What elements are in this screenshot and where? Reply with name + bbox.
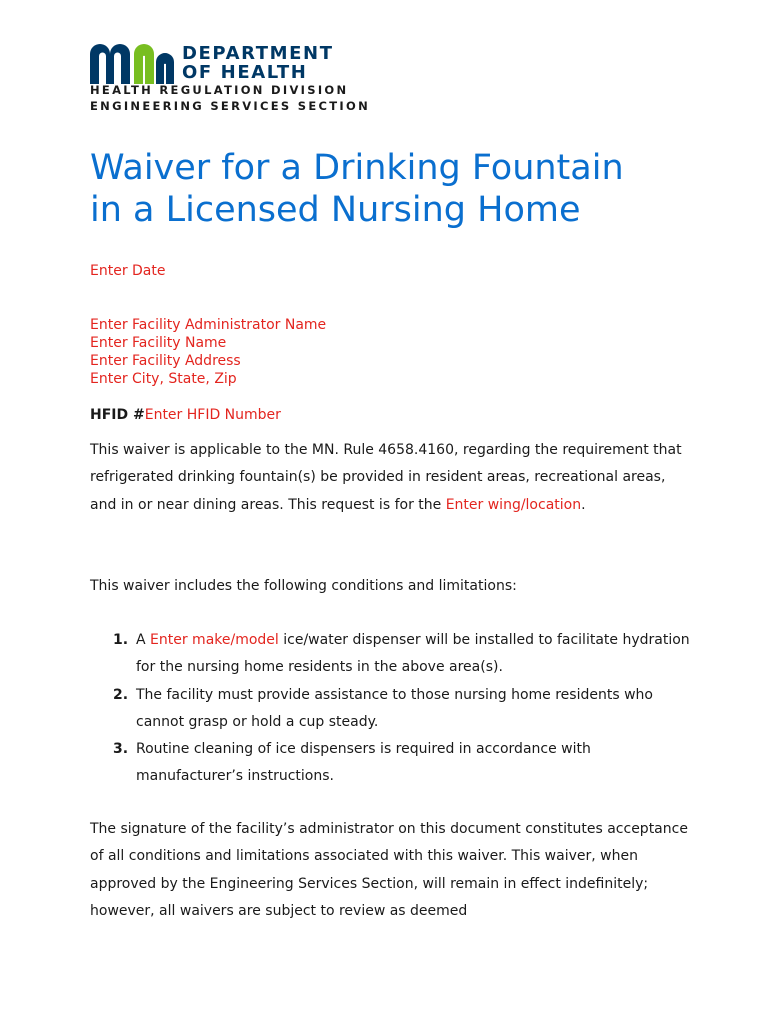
hfid-number-field[interactable]: Enter HFID Number <box>144 407 281 423</box>
document-title <box>90 147 730 231</box>
conditions-intro: This waiver includes the following conditions and limitations: <box>90 578 517 594</box>
condition-text: ice/water dispenser will be installed to facilitate hydration for the nursing home residents in the above area(s). <box>136 632 690 676</box>
list-number: 1. <box>113 632 129 648</box>
list-number: 3. <box>113 741 129 758</box>
title-line-2: in a Licensed Nursing Home <box>90 190 581 230</box>
division-line-2: ENGINEERING SERVICES SECTION <box>90 99 370 113</box>
list-item <box>90 736 690 791</box>
list-item <box>90 627 690 682</box>
logo-line-1: DEPARTMENT <box>182 43 334 64</box>
city-state-zip-field[interactable]: Enter City, State, Zip <box>90 371 237 387</box>
hfid-label: HFID # <box>90 407 145 423</box>
hfid-line <box>90 406 281 424</box>
mn-logo-icon <box>90 44 174 84</box>
title-line-1: Waiver for a Drinking Fountain <box>90 148 624 188</box>
division-line-1: HEALTH REGULATION DIVISION <box>90 83 349 97</box>
condition-text: Routine cleaning of ice dispensers is required in accordance with manufacturer’s instructions. <box>136 741 591 785</box>
date-field[interactable]: Enter Date <box>90 263 166 279</box>
condition-prefix: A <box>136 632 151 648</box>
signature-paragraph: The signature of the facility’s administrator on this document constitutes acceptance of all conditions and limitations associated with this waiver. This waiver, when approved by the Engineering Services Section, will remain in effect indefinitely; however, all waivers are subject to review as deemed <box>90 821 688 919</box>
logo-line-2: OF HEALTH <box>182 62 308 83</box>
list-number: 2. <box>113 686 129 703</box>
list-item <box>90 682 690 737</box>
conditions-list <box>90 627 690 791</box>
address-block <box>90 316 326 388</box>
applicability-text: This waiver is applicable to the MN. Rule 4658.4160, regarding the requirement that refrigerated drinking fountain(s) be provided in resident areas, recreational areas, and in or near dining areas. This request is for the <box>90 442 682 513</box>
logo-wordmark <box>182 44 334 82</box>
applicability-paragraph <box>90 437 690 519</box>
facility-address-field[interactable]: Enter Facility Address <box>90 353 241 369</box>
administrator-name-field[interactable]: Enter Facility Administrator Name <box>90 317 327 333</box>
condition-text: The facility must provide assistance to those nursing home residents who cannot grasp or hold a cup steady. <box>136 686 653 730</box>
applicability-end: . <box>581 496 586 513</box>
division-header <box>90 82 370 114</box>
wing-location-field[interactable]: Enter wing/location <box>445 496 582 513</box>
make-model-field[interactable]: Enter make/model <box>150 632 279 648</box>
mdh-logo <box>90 44 340 84</box>
facility-name-field[interactable]: Enter Facility Name <box>90 335 227 351</box>
